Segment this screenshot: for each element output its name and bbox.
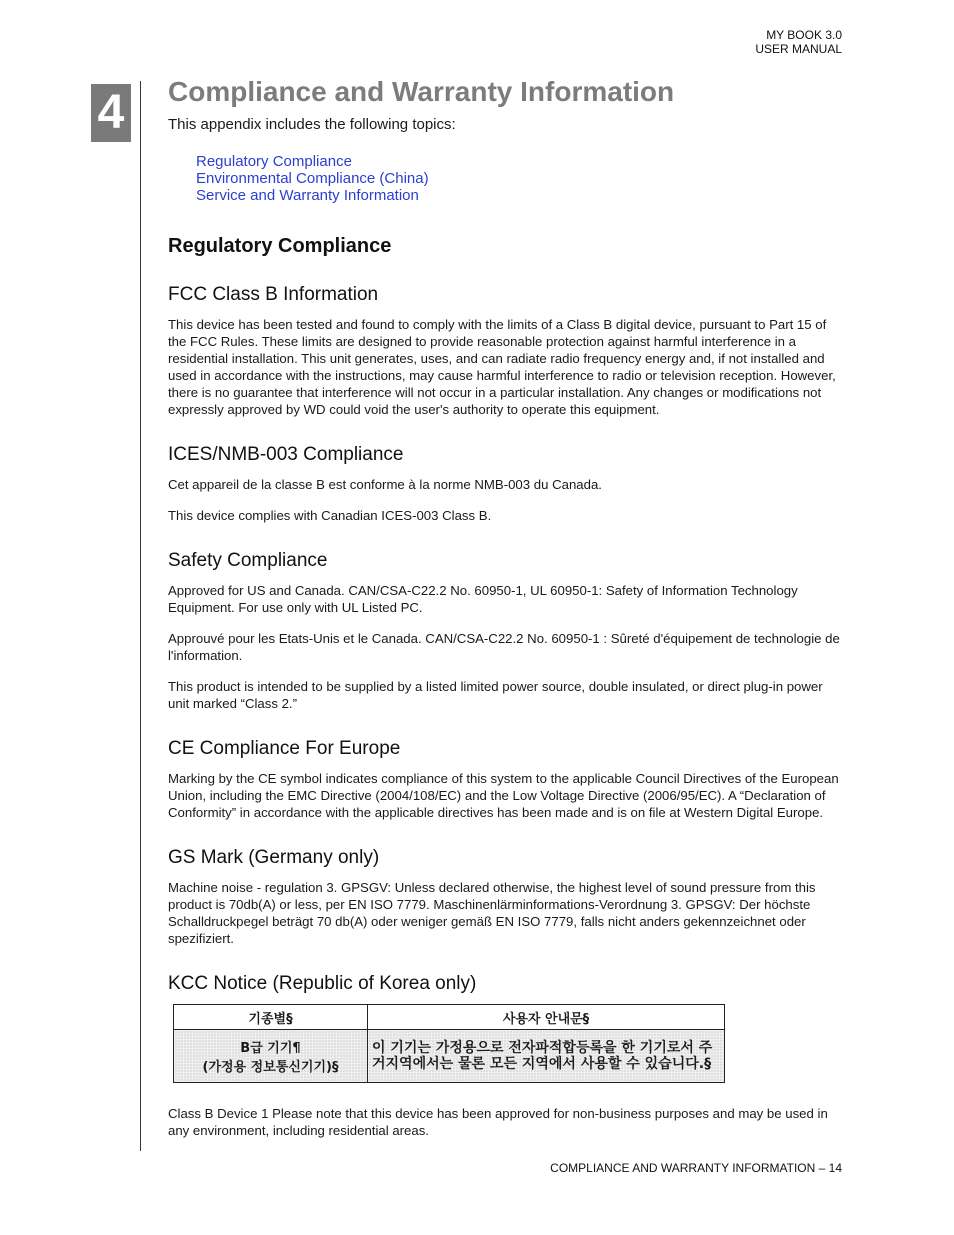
header-product: MY BOOK 3.0: [766, 28, 842, 42]
ices-text-fr: Cet appareil de la classe B est conforme à la norme NMB-003 du Canada.: [168, 477, 602, 492]
ices-text-en: This device complies with Canadian ICES-003 Class B.: [168, 508, 492, 523]
topic-links: [196, 153, 840, 204]
heading-ce: CE Compliance For Europe: [168, 738, 401, 759]
heading-ices: ICES/NMB-003 Compliance: [168, 444, 404, 465]
fcc-text: This device has been tested and found to comply with the limits of a Class B digital device, pursuant to Part 15 of the FCC Rules. These limits are designed to provide reasonable protection against harmful interference in a residential installation. This unit generates, uses, and can radiate radio frequency energy and, if not installed and used in accordance with the instructions, may cause harmful interference to radio or television reception. However, there is no guarantee that interference will not occur in a particular installation. Any changes or modifications not expressly approved by WD could void the user's authority to operate this equipment.: [168, 317, 836, 417]
chapter-number-badge: 4: [91, 84, 131, 142]
kcc-cell-class: [174, 1030, 368, 1083]
page-content: [168, 74, 840, 1139]
safety-text-3: This product is intended to be supplied by a listed limited power source, double insulated, or direct plug-in power unit marked “Class 2.”: [168, 679, 823, 711]
page-footer: COMPLIANCE AND WARRANTY INFORMATION – 14: [550, 1161, 842, 1175]
heading-fcc: FCC Class B Information: [168, 284, 379, 305]
page-header: [755, 28, 842, 56]
kcc-class-line1: B급 기기¶: [240, 1041, 301, 1056]
link-service-warranty[interactable]: Service and Warranty Information: [196, 187, 419, 204]
kcc-text: Class B Device 1 Please note that this device has been approved for non-business purposes and may be used in any environment, including residential areas.: [168, 1106, 828, 1138]
safety-text-1: Approved for US and Canada. CAN/CSA-C22.2 No. 60950-1, UL 60950-1: Safety of Information Technology Equipment. For use only with UL Listed PC.: [168, 583, 798, 615]
kcc-class-line2: (가정용 정보통신기기)§: [202, 1060, 339, 1075]
section-heading-regulatory: Regulatory Compliance: [168, 235, 392, 257]
heading-kcc: KCC Notice (Republic of Korea only): [168, 973, 477, 994]
kcc-table: [173, 1004, 725, 1083]
gs-text: Machine noise - regulation 3. GPSGV: Unless declared otherwise, the highest level of sound pressure from this product is 70db(A) or less, per EN ISO 7779. Maschinenlärminformations-Verordnung 3. GPSGV: Der höchste Schalldruckpegel beträgt 70 db(A) oder weniger gemäß EN ISO 7779, falls nicht anders gekennzeichnet oder spezifiziert.: [168, 880, 816, 946]
kcc-col-header-notice: 사용자 안내문§: [368, 1005, 725, 1030]
kcc-cell-notice: 이 기기는 가정용으로 전자파적합등록을 한 기기로서 주거지역에서는 물론 모든 지역에서 사용할 수 있습니다.§: [368, 1030, 725, 1083]
header-manual: USER MANUAL: [755, 42, 842, 56]
link-regulatory-compliance[interactable]: Regulatory Compliance: [196, 153, 352, 170]
kcc-col-header-type: 기종별§: [174, 1005, 368, 1030]
margin-rule: [140, 81, 141, 1151]
heading-safety: Safety Compliance: [168, 550, 328, 571]
intro-text: This appendix includes the following topics:: [168, 116, 456, 133]
ce-text: Marking by the CE symbol indicates compliance of this system to the applicable Council Directives of the European Union, including the EMC Directive (2004/108/EC) and the Low Voltage Directive (2006/95/EC). A “Declaration of Conformity” in accordance with the applicable directives has been made and is on file at Western Digital Europe.: [168, 771, 839, 820]
page-title: Compliance and Warranty Information: [168, 76, 675, 107]
safety-text-2: Approuvé pour les Etats-Unis et le Canada. CAN/CSA-C22.2 No. 60950-1 : Sûreté d'équipement de technologie de l'information.: [168, 631, 840, 663]
heading-gs: GS Mark (Germany only): [168, 847, 380, 868]
link-environmental-compliance[interactable]: Environmental Compliance (China): [196, 170, 429, 187]
